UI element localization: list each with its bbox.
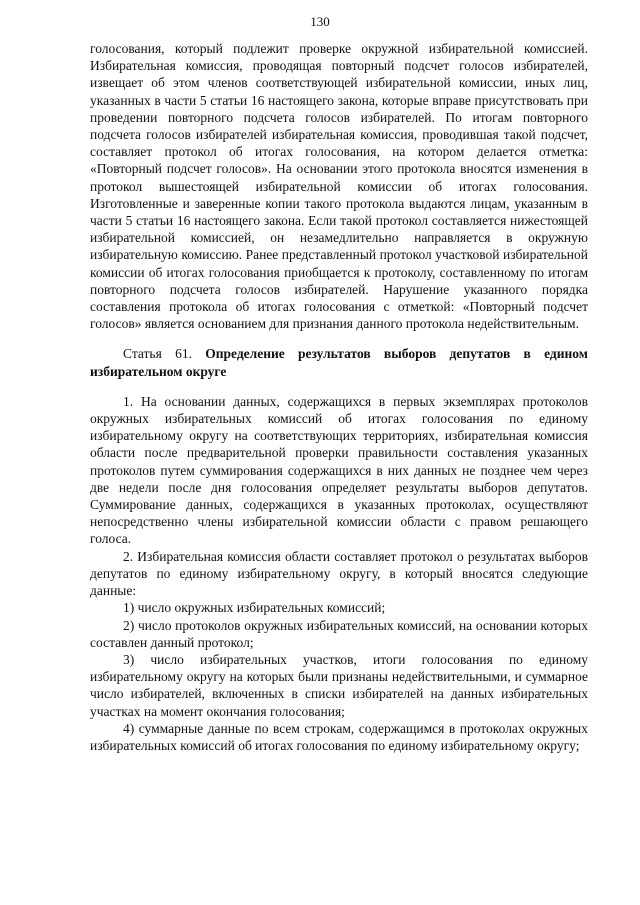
- paragraph-continuation: голосования, который подлежит проверке окружной избирательной комиссией. Избирательная комиссия, проводящая повторный подсчет голосов избирателей, извещает об этом членов соответствующей избирательной комиссии, иных лиц, указанных в части 5 статьи 16 настоящего закона, которые вправе присутствовать при проведении повторного подсчета голосов избирателей. По итогам повторного подсчета голосов избирателей избирательная комиссия, проводившая такой подсчет, составляет протокол об итогах голосования, на котором делается отметка: «Повторный подсчет голосов». На основании этого протокола вносятся изменения в протокол вышестоящей избирательной комиссии об итогах голосования. Изготовленные и заверенные копии такого протокола выдаются лицам, указанным в части 5 статьи 16 настоящего закона. Если такой протокол составляется нижестоящей избирательной комиссией, он незамедлительно направляется в окружную избирательную комиссию. Ранее представленный протокол участковой избирательной комиссии об итогах голосования приобщается к протоколу, составленному по итогам повторного подсчета голосов избирателей. Нарушение указанного порядка составления протокола об итогах голосования с отметкой: «Повторный подсчет голосов» является основанием для признания данного протокола недействительным.: [90, 41, 588, 332]
- document-body: [90, 40, 588, 754]
- list-item-3: 3) число избирательных участков, итоги голосования по единому избирательному округу на которых были признаны недействительными, и суммарное число избирателей, включенных в списки избирателей на данных избирательных участках на момент окончания голосования;: [90, 651, 588, 719]
- list-item-2: 2) число протоколов окружных избирательных комиссий, на основании которых составлен данный протокол;: [90, 617, 588, 650]
- article-title: Определение результатов выборов депутатов в едином избирательном округе: [90, 346, 588, 379]
- page-number: 130: [310, 14, 330, 29]
- list-item-4: 4) суммарные данные по всем строкам, содержащимся в протоколах окружных избирательных комиссий об итогах голосования по единому избирательному округу;: [90, 720, 588, 753]
- article-heading: [90, 345, 588, 379]
- article-number: Статья 61.: [123, 346, 192, 362]
- paragraph-1: 1. На основании данных, содержащихся в первых экземплярах протоколов окружных избирательных комиссий об итогах голосования по единому избирательному округу на соответствующих территориях, избирательная комиссия области после предварительной проверки правильности составления указанных протоколов путем суммирования содержащихся в них данных не позднее чем через две недели после дня голосования определяет результаты выборов депутатов. Суммирование данных, содержащихся в указанных протоколах, осуществляют непосредственно члены избирательной комиссии области с правом решающего голоса.: [90, 393, 588, 547]
- list-item-1: 1) число окружных избирательных комиссий;: [123, 600, 386, 616]
- paragraph-2: 2. Избирательная комиссия области составляет протокол о результатах выборов депутатов по единому избирательному округу, в который вносятся следующие данные:: [90, 548, 588, 599]
